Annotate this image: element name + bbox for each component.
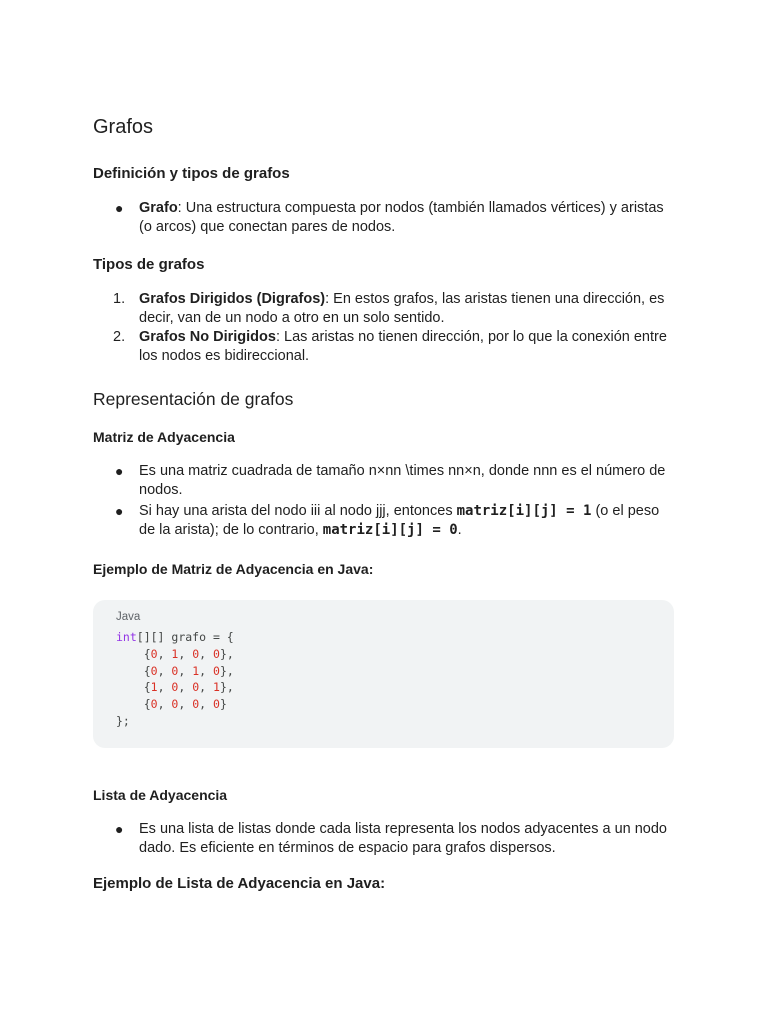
code-number: 0 bbox=[171, 697, 179, 712]
code-number: 0 bbox=[150, 646, 158, 661]
code-number: 0 bbox=[192, 697, 200, 712]
heading-tipos: Tipos de grafos bbox=[93, 256, 205, 273]
list-item-dirigidos: 1. Grafos Dirigidos (Digrafos): En estos grafos, las aristas tienen una dirección, es decir, van de un nodo a otro en un solo sentido. bbox=[113, 291, 665, 326]
list-item-grafo: ● Grafo: Una estructura compuesta por nodos (también llamados vértices) y aristas (o arcos) que conectan pares de nodos. bbox=[115, 200, 664, 235]
code-number: 0 bbox=[150, 697, 158, 712]
term-grafo: Grafo bbox=[139, 200, 178, 216]
heading-matriz: Matriz de Adyacencia bbox=[93, 429, 235, 445]
list-item-no-dirigidos: 2. Grafos No Dirigidos: Las aristas no tienen dirección, por lo que la conexión entre los nodos es bidireccional. bbox=[113, 329, 667, 364]
code-number: 0 bbox=[192, 646, 200, 661]
code-language-label: Java bbox=[116, 611, 141, 623]
code-row: {0, 1, 0, 0}, bbox=[116, 646, 234, 661]
code-content: int[][] grafo = { {0, 1, 0, 0}, {0, 0, 1, 0}, {1, 0, 0, 1}, {0, 0, 0, 0} }; bbox=[116, 630, 234, 728]
inline-code: matriz[i][j] = 1 bbox=[456, 503, 592, 519]
code-number: 0 bbox=[171, 663, 179, 678]
code-keyword: int bbox=[116, 630, 137, 644]
bullet-icon: ● bbox=[115, 821, 124, 837]
code-number: 1 bbox=[171, 646, 179, 661]
code-number: 0 bbox=[150, 663, 158, 678]
heading-lista: Lista de Adyacencia bbox=[93, 787, 228, 803]
inline-code: matriz[i][j] = 0 bbox=[322, 522, 458, 538]
code-number: 1 bbox=[192, 663, 200, 678]
list-item-matriz-2: ● Si hay una arista del nodo iii al nodo jjj, entonces matriz[i][j] = 1 (o el peso de la arista); de lo contrario, matriz[i][j] = 0. bbox=[115, 503, 660, 538]
code-number: 0 bbox=[171, 680, 179, 695]
bullet-icon: ● bbox=[115, 200, 124, 216]
code-row: {0, 0, 0, 0} bbox=[116, 697, 227, 712]
bullet-icon: ● bbox=[115, 503, 124, 519]
code-number: 0 bbox=[213, 697, 220, 712]
list-marker: 1. bbox=[113, 291, 126, 307]
term-dirigidos: Grafos Dirigidos (Digrafos) bbox=[139, 291, 326, 307]
page-title: Grafos bbox=[93, 116, 154, 138]
code-number: 1 bbox=[213, 680, 220, 695]
code-number: 0 bbox=[213, 663, 220, 678]
code-number: 1 bbox=[150, 680, 158, 695]
code-number: 0 bbox=[213, 646, 220, 661]
code-number: 0 bbox=[192, 680, 200, 695]
heading-representacion: Representación de grafos bbox=[93, 389, 294, 409]
list-marker: 2. bbox=[113, 329, 126, 345]
heading-ejemplo-matriz: Ejemplo de Matriz de Adyacencia en Java: bbox=[93, 561, 374, 577]
code-row: {0, 0, 1, 0}, bbox=[116, 663, 234, 678]
code-row: {1, 0, 0, 1}, bbox=[116, 680, 234, 695]
code-block bbox=[93, 600, 674, 748]
heading-definicion: Definición y tipos de grafos bbox=[93, 165, 290, 182]
list-item-matriz-1: ● Es una matriz cuadrada de tamaño n×nn \times nn×n, donde nnn es el número de nodos. bbox=[115, 463, 666, 498]
bullet-icon: ● bbox=[115, 463, 124, 479]
heading-ejemplo-lista: Ejemplo de Lista de Adyacencia en Java: bbox=[93, 875, 386, 892]
list-item-lista: ● Es una lista de listas donde cada lista representa los nodos adyacentes a un nodo dado. Es eficiente en términos de espacio para grafos dispersos. bbox=[115, 821, 667, 856]
term-no-dirigidos: Grafos No Dirigidos bbox=[139, 329, 276, 345]
